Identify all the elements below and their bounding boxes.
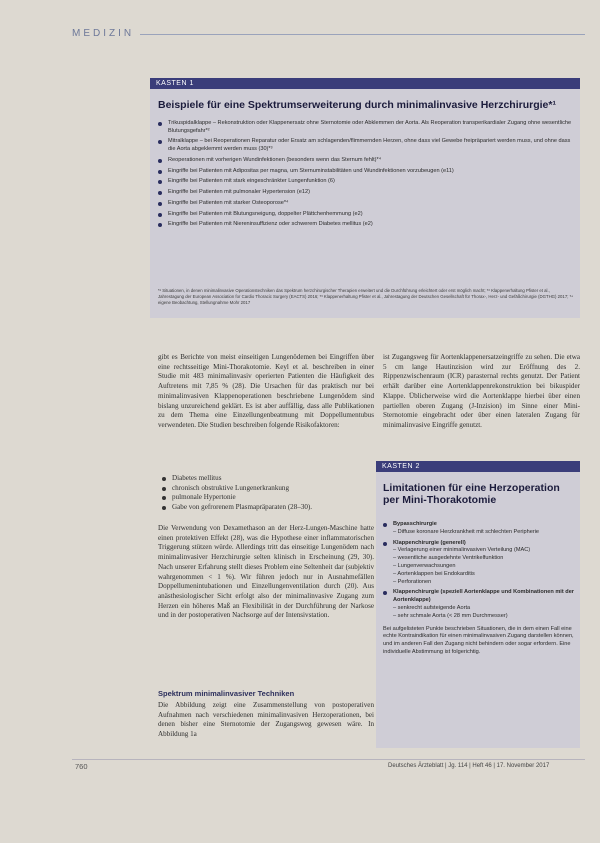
risk-factor-item: pulmonale Hypertonie: [158, 493, 374, 503]
kasten2-group-item: – Aortenklappen bei Endokarditis: [393, 570, 475, 577]
risk-factor-item: Gabe von gefrorenem Plasmapräparaten (28–30).: [158, 503, 374, 513]
kasten1-list: [158, 120, 573, 232]
kasten1-footnote: *¹ Situationen, in denen minimalinvasive Operationstechniken das Spektrum herzchirurgischer Therapien erweitert und die Durchführung erleichtert oder erst möglich macht; *² Klappenerhaltung Pfister et al., Jahrestagung der European Association for Cardio Thoracic Surgery (EACTS) 2016; *³ Klappenerhaltung Pfister et al., Jahrestagung der Deutschen Gesellschaft für Thorax-, Herz- und Gefäßchirurgie (DGTHG) 2017; *⁴ eigene Beobachtung, Stellungnahme Mohr 2017: [158, 288, 574, 305]
kasten1-label: KASTEN 1: [150, 78, 580, 89]
kasten2-group-head: Klappenchirurgie (speziell Aortenklappe und Kombinationen mit der Aortenklappe): [383, 589, 578, 605]
kasten2-note: Bei aufgelisteten Punkte beschrieben Situationen, die in dem einen Fall eine echte Kontraindikation für einen minimalinvasiven Zugang darstellen können, und im anderen Fall den Zugang nicht behindern oder sogar erfordern. Eine individuelle Abstimmung ist folgerichtig.: [383, 625, 574, 655]
kasten2-group-item: – Perforationen: [393, 578, 432, 585]
risk-factor-item: Diabetes mellitus: [158, 474, 374, 484]
kasten2-group-head: Klappenchirurgie (generell): [383, 540, 578, 548]
kasten1-item: Reoperationen mit vorherigen Wundinfektionen (besonders wenn das Sternum fehlt)*⁴: [158, 157, 573, 165]
section-rule: [140, 34, 585, 35]
kasten1-item: Eingriffe bei Patienten mit Blutungsneigung, doppelter Plättchenhemmung (e2): [158, 211, 573, 219]
kasten1-item: Eingriffe bei Patienten mit pulmonaler Hypertension (e12): [158, 189, 573, 197]
kasten2-group-head: Bypasschirurgie: [383, 521, 578, 529]
kasten2-group-item: – Lungenverwachsungen: [393, 562, 456, 569]
kasten1-item: Trikuspidalklappe – Rekonstruktion oder Klappenersatz ohne Sternotomie oder Abklemmen der Aorta. Als Reoperation transperikardialer Zugang ohne wesentliche Blutungsgefahr*²: [158, 120, 573, 135]
body-paragraph: Die Verwendung von Dexamethason an der Herz-Lungen-Maschine hatte einen protektiven Effekt (28), was die Hypothese einer inflammatorischen Triggerung stützen würde. Allerdings tritt das einseitige Lungenödem nach minimalinvasiver Herzchirurgie selten klinisch in Erscheinung (29, 30). Nach unserer Erfahrung stellt dieses Problem eine Seltenheit dar (subjektiv wahrgenommen < 1 %). Wir führen jedoch nur in Ausnahmefällen Doppellumenintubationen und Einzellungenventilation durch (20). Aus anästhesiologischer Sicht erfolgt also der minimalinvasive Zugang zum Herzen ein höheres Maß an Flexibilität in der Durchführung der Narkose und in der postoperativen Nachsorge auf der Intensivstation.: [158, 524, 374, 620]
section-label: MEDIZIN: [72, 28, 135, 39]
section-subheading: Spektrum minimalinvasiver Techniken: [158, 689, 295, 698]
kasten2-group-item: – Verlagerung einer minimalinvasiven Verteilung (MAC): [393, 547, 531, 554]
body-paragraph: gibt es Berichte von meist einseitigen Lungenödemen bei Eingriffen über eine rechtsseitige Mini-Thorakotomie. Keyl et al. beschreiben in einer Studie mit 483 minimalinvasiv operierten Patienten die Häufigkeit des Auftretens mit 7,85 % (28). Die Ursachen für das praktisch nur bei minimalinvasiven Klappenoperationen beschriebene Lungenödem sind bislang unzureichend geklärt. Es ist aber auffällig, dass alle Publikationen zu dem Thema eine Einzellungenbeatmung mit Doppellumentubus verwendeten. Die Studien beschreiben folgende Risikofaktoren:: [158, 353, 374, 429]
kasten2-label: KASTEN 2: [376, 461, 580, 472]
kasten2-group-item: – wesentliche ausgedehnte Ventrikelfunktion: [393, 555, 504, 562]
journal-citation: Deutsches Ärzteblatt | Jg. 114 | Heft 46 | 17. November 2017: [388, 763, 550, 769]
body-left-column-top: [158, 353, 374, 431]
kasten2-group-item: – sehr schmale Aorta (< 28 mm Durchmesser): [393, 612, 508, 619]
risk-factor-item: chronisch obstruktive Lungenerkrankung: [158, 484, 374, 494]
page-number: 760: [75, 762, 88, 771]
kasten1-item: Eingriffe bei Patienten mit starker Osteoporose*⁴: [158, 200, 573, 208]
body-right-column: ist Zugangsweg für Aortenklappenersatzeingriffe zu sehen. Die etwa 5 cm lange Hautinzision wird zur Eröffnung des 2. Rippenzwischenraum (ICR) parasternal rechts genutzt. Der Patient erhält darüber eine Aortenklappenrekonstruktion bei bikuspider Klappe. Üblicherweise wird die Aortenklappe hierbei über einen partiellen oberen Zugang (J-Inzision) im Sinne einer Mini-Sternotomie eingebracht oder über einen lateralen Zugang für minimalinvasive Eingriffe genutzt.: [383, 353, 580, 429]
body-paragraph: Die Abbildung zeigt eine Zusammenstellung von postoperativen Aufnahmen nach verschiedenen minimalinvasiven Herzoperationen, bei denen bisher eine Sternotomie der Zugangsweg gewesen wäre. In Abbildung 1a: [158, 701, 374, 739]
kasten2-group-item: – Diffuse koronare Herzkrankheit mit schlechten Peripherie: [393, 528, 540, 535]
kasten2-group-item: – senkrecht aufsteigende Aorta: [393, 604, 471, 611]
kasten1-item: Eingriffe bei Patienten mit Adipositas per magna, um Sternuminstabilitäten und Wundinfektionen vorzubeugen (e11): [158, 168, 573, 176]
risk-factor-list: [158, 474, 374, 513]
kasten1-title: Beispiele für eine Spektrumserweiterung durch minimalinvasive Herzchirurgie*¹: [158, 99, 556, 111]
kasten1-item: Eingriffe bei Patienten mit stark eingeschränkter Lungenfunktion (6): [158, 178, 573, 186]
kasten1-item: Eingriffe bei Patienten mit Niereninsuffizienz oder schwerem Diabetes mellitus (e2): [158, 221, 573, 229]
kasten2-body: [383, 518, 578, 657]
kasten2-title: Limitationen für eine Herzoperation per Mini-Thorakotomie: [383, 482, 560, 506]
footer-rule: [72, 759, 585, 760]
kasten1-item: Mitralklappe – bei Reoperationen Reparatur oder Ersatz am schlagenden/flimmernden Herzen, ohne dass viel Gewebe freipräpariert werden muss, und ohne dass die Aorta abgeklemmt werden muss (30)*³: [158, 138, 573, 153]
